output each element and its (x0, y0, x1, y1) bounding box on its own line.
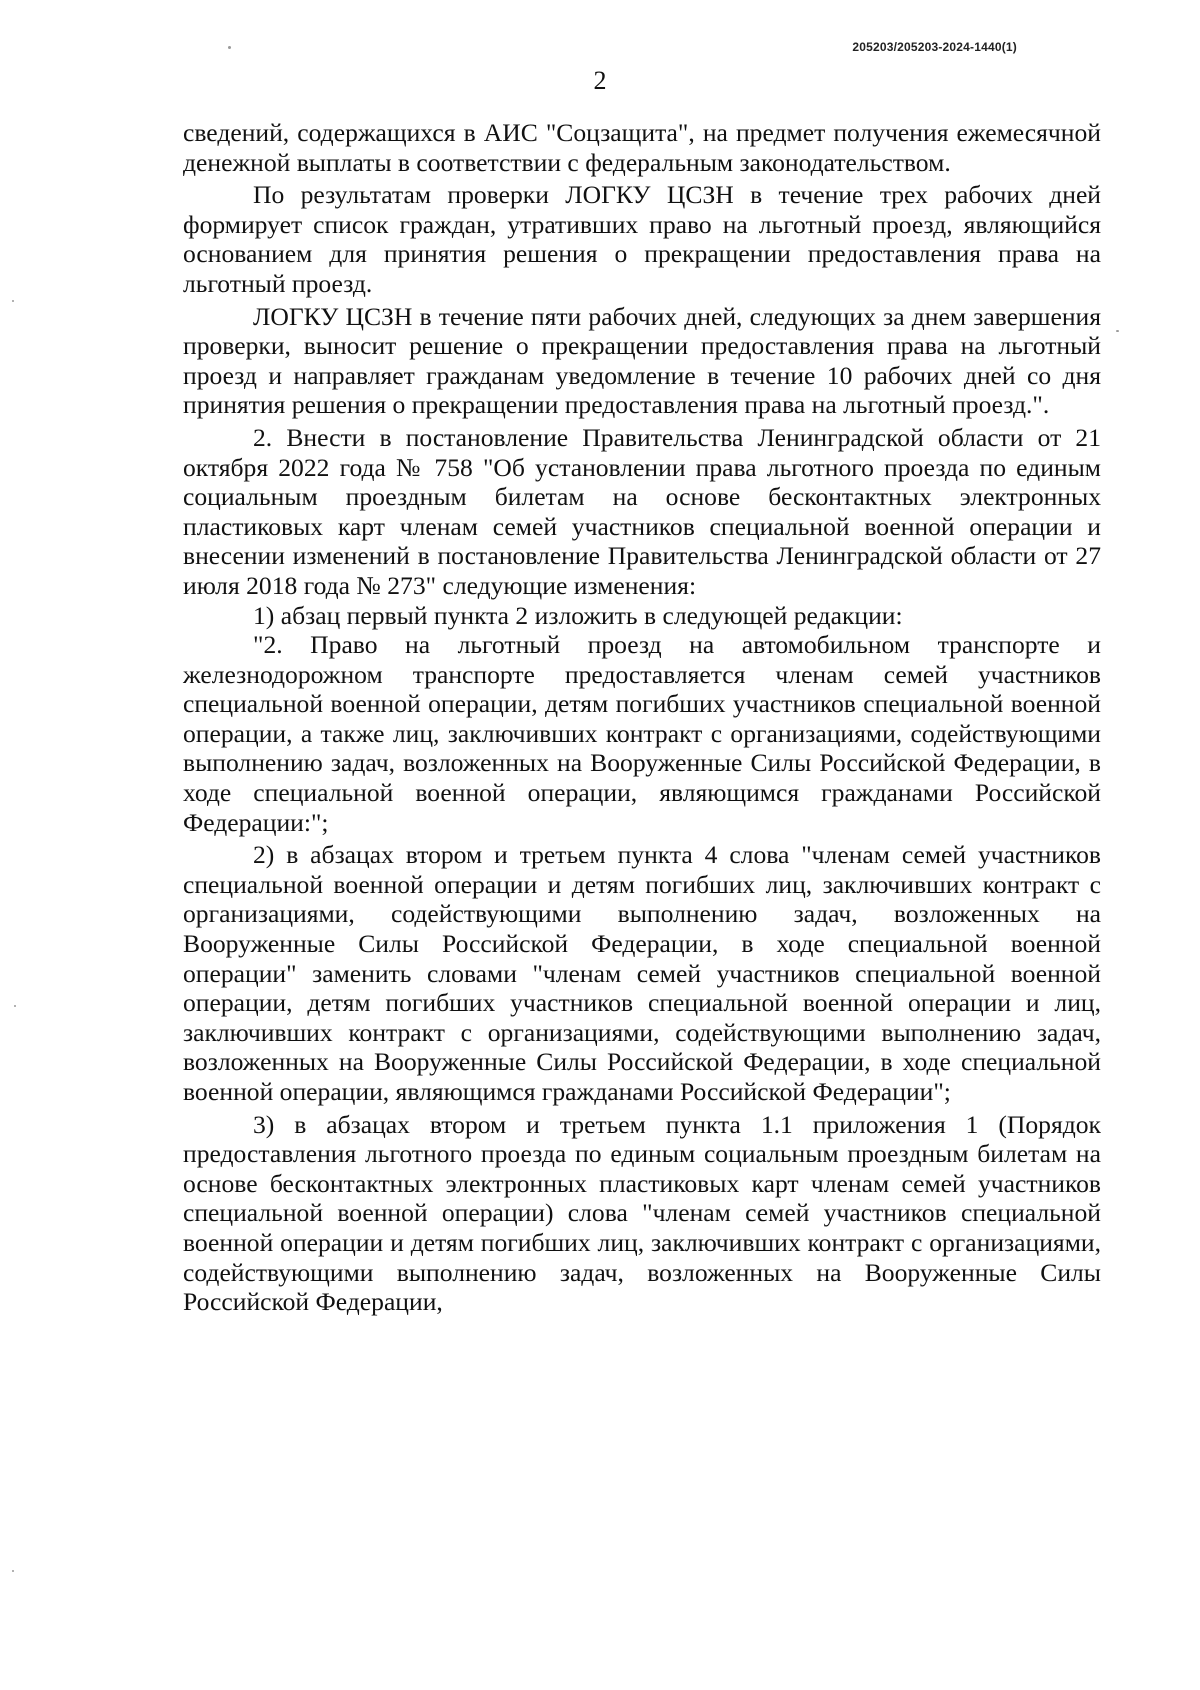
scan-speck (14, 1005, 16, 1007)
page-number: 2 (593, 66, 607, 95)
document-body (183, 118, 1101, 1317)
paragraph-subitem-3: 3) в абзацах втором и третьем пункта 1.1 приложения 1 (Порядок предоставления льготного проезда по единым социальным проездным билетам на основе бесконтактных электронных пластиковых карт членам семей участников специальной военной операции) слова "членам семей участников специальной военной операции и детям погибших лиц, заключивших контракт с организациями, содействующими выполнению задач, возложенных на Вооруженные Силы Российской Федерации, (183, 1109, 1101, 1317)
paragraph-termination-decision: ЛОГКУ ЦСЗН в течение пяти рабочих дней, следующих за днем завершения проверки, выносит решение о прекращении предоставления права на льготный проезд и направляет гражданам уведомление в течение 10 рабочих дней со дня принятия решения о прекращении предоставления права на льготный проезд.". (183, 301, 1101, 420)
scan-speck (12, 300, 14, 302)
scan-speck (12, 1570, 14, 1572)
paragraph-item-2: 2. Внести в постановление Правительства Ленинградской области от 21 октября 2022 года № 758 "Об установлении права льготного проезда по единым социальным проездным билетам на основе бесконтактных электронных пластиковых карт членам семей участников специальной военной операции и внесении изменений в постановление Правительства Ленинградской области от 27 июля 2018 года № 273" следующие изменения: (183, 422, 1101, 600)
paragraph-subitem-1: 1) абзац первый пункта 2 изложить в следующей редакции: (253, 600, 903, 630)
scan-speck (228, 46, 231, 49)
scan-speck (1116, 330, 1119, 332)
document-id: 205203/205203-2024-1440(1) (852, 40, 1017, 54)
paragraph-check-results: По результатам проверки ЛОГКУ ЦСЗН в течение трех рабочих дней формирует список граждан, утративших право на льготный проезд, являющийся основанием для принятия решения о прекращении предоставления права на льготный проезд. (183, 180, 1101, 298)
paragraph-subitem-2: 2) в абзацах втором и третьем пункта 4 слова "членам семей участников специальной военной операции и детям погибших лиц, заключивших контракт с организациями, содействующими выполнению задач, возложенных на Вооруженные Силы Российской Федерации, в ходе специальной военной операции" заменить словами "членам семей участников специальной военной операции, детям погибших участников специальной военной операции и лиц, заключивших контракт с организациями, содействующими выполнению задач, возложенных на Вооруженные Силы Российской Федерации, в ходе специальной военной операции, являющимся гражданами Российской Федерации"; (183, 840, 1101, 1106)
paragraph-continuation: сведений, содержащихся в АИС "Соцзащита", на предмет получения ежемесячной денежной выплаты в соответствии с федеральным законодательством. (183, 118, 1101, 177)
paragraph-quoted-item-2: "2. Право на льготный проезд на автомобильном транспорте и железнодорожном транспорте предоставляется членам семей участников специальной военной операции, детям погибших участников специальной военной операции, а также лиц, заключивших контракт с организациями, содействующими выполнению задач, возложенных на Вооруженные Силы Российской Федерации, в ходе специальной военной операции, являющимся гражданами Российской Федерации:"; (183, 630, 1101, 837)
